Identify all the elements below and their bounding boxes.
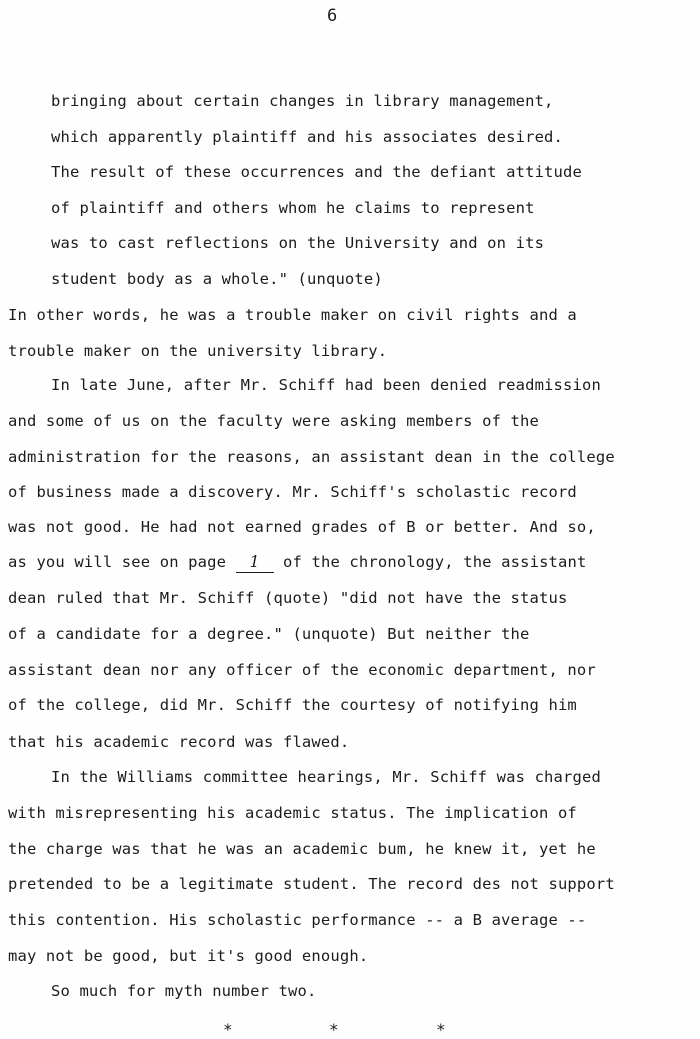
text-line: of plaintiff and others whom he claims to represent [51,199,535,217]
text-fragment: as you will see on page [8,553,236,571]
asterisk: * [223,1020,233,1039]
text-line: In other words, he was a trouble maker on civil rights and a [8,306,577,324]
text-line: which apparently plaintiff and his associates desired. [51,128,564,146]
text-line: may not be good, but it's good enough. [8,947,369,965]
text-line: The result of these occurrences and the defiant attitude [51,163,582,181]
text-line: that his academic record was flawed. [8,733,350,751]
text-line: and some of us on the faculty were asking members of the [8,412,539,430]
text-line: trouble maker on the university library. [8,342,388,360]
text-line: of the college, did Mr. Schiff the courtesy of notifying him [8,696,577,714]
text-line: dean ruled that Mr. Schiff (quote) "did not have the status [8,589,568,607]
text-line: this contention. His scholastic performance -- a B average -- [8,911,587,929]
text-line: with misrepresenting his academic status. The implication of [8,804,577,822]
text-line: In late June, after Mr. Schiff had been denied readmission [51,376,601,394]
text-line: So much for myth number two. [51,982,317,1000]
asterisk: * [436,1020,446,1039]
text-line: assistant dean nor any officer of the economic department, nor [8,661,596,679]
text-line: bringing about certain changes in library management, [51,92,554,110]
asterisk: * [329,1020,339,1039]
text-line [8,552,586,573]
text-line: the charge was that he was an academic bum, he knew it, yet he [8,840,596,858]
text-line: student body as a whole." (unquote) [51,270,383,288]
text-fragment: of the chronology, the assistant [273,553,587,571]
text-line: was not good. He had not earned grades of B or better. And so, [8,518,596,536]
text-line: of business made a discovery. Mr. Schiff's scholastic record [8,483,577,501]
text-line: of a candidate for a degree." (unquote) But neither the [8,625,530,643]
handwritten-page-reference: 1 [236,552,274,573]
text-line: was to cast reflections on the University and on its [51,234,545,252]
text-line: In the Williams committee hearings, Mr. Schiff was charged [51,768,601,786]
page-number: 6 [327,6,338,26]
text-line: pretended to be a legitimate student. The record des not support [8,875,615,893]
text-line: administration for the reasons, an assistant dean in the college [8,448,615,466]
